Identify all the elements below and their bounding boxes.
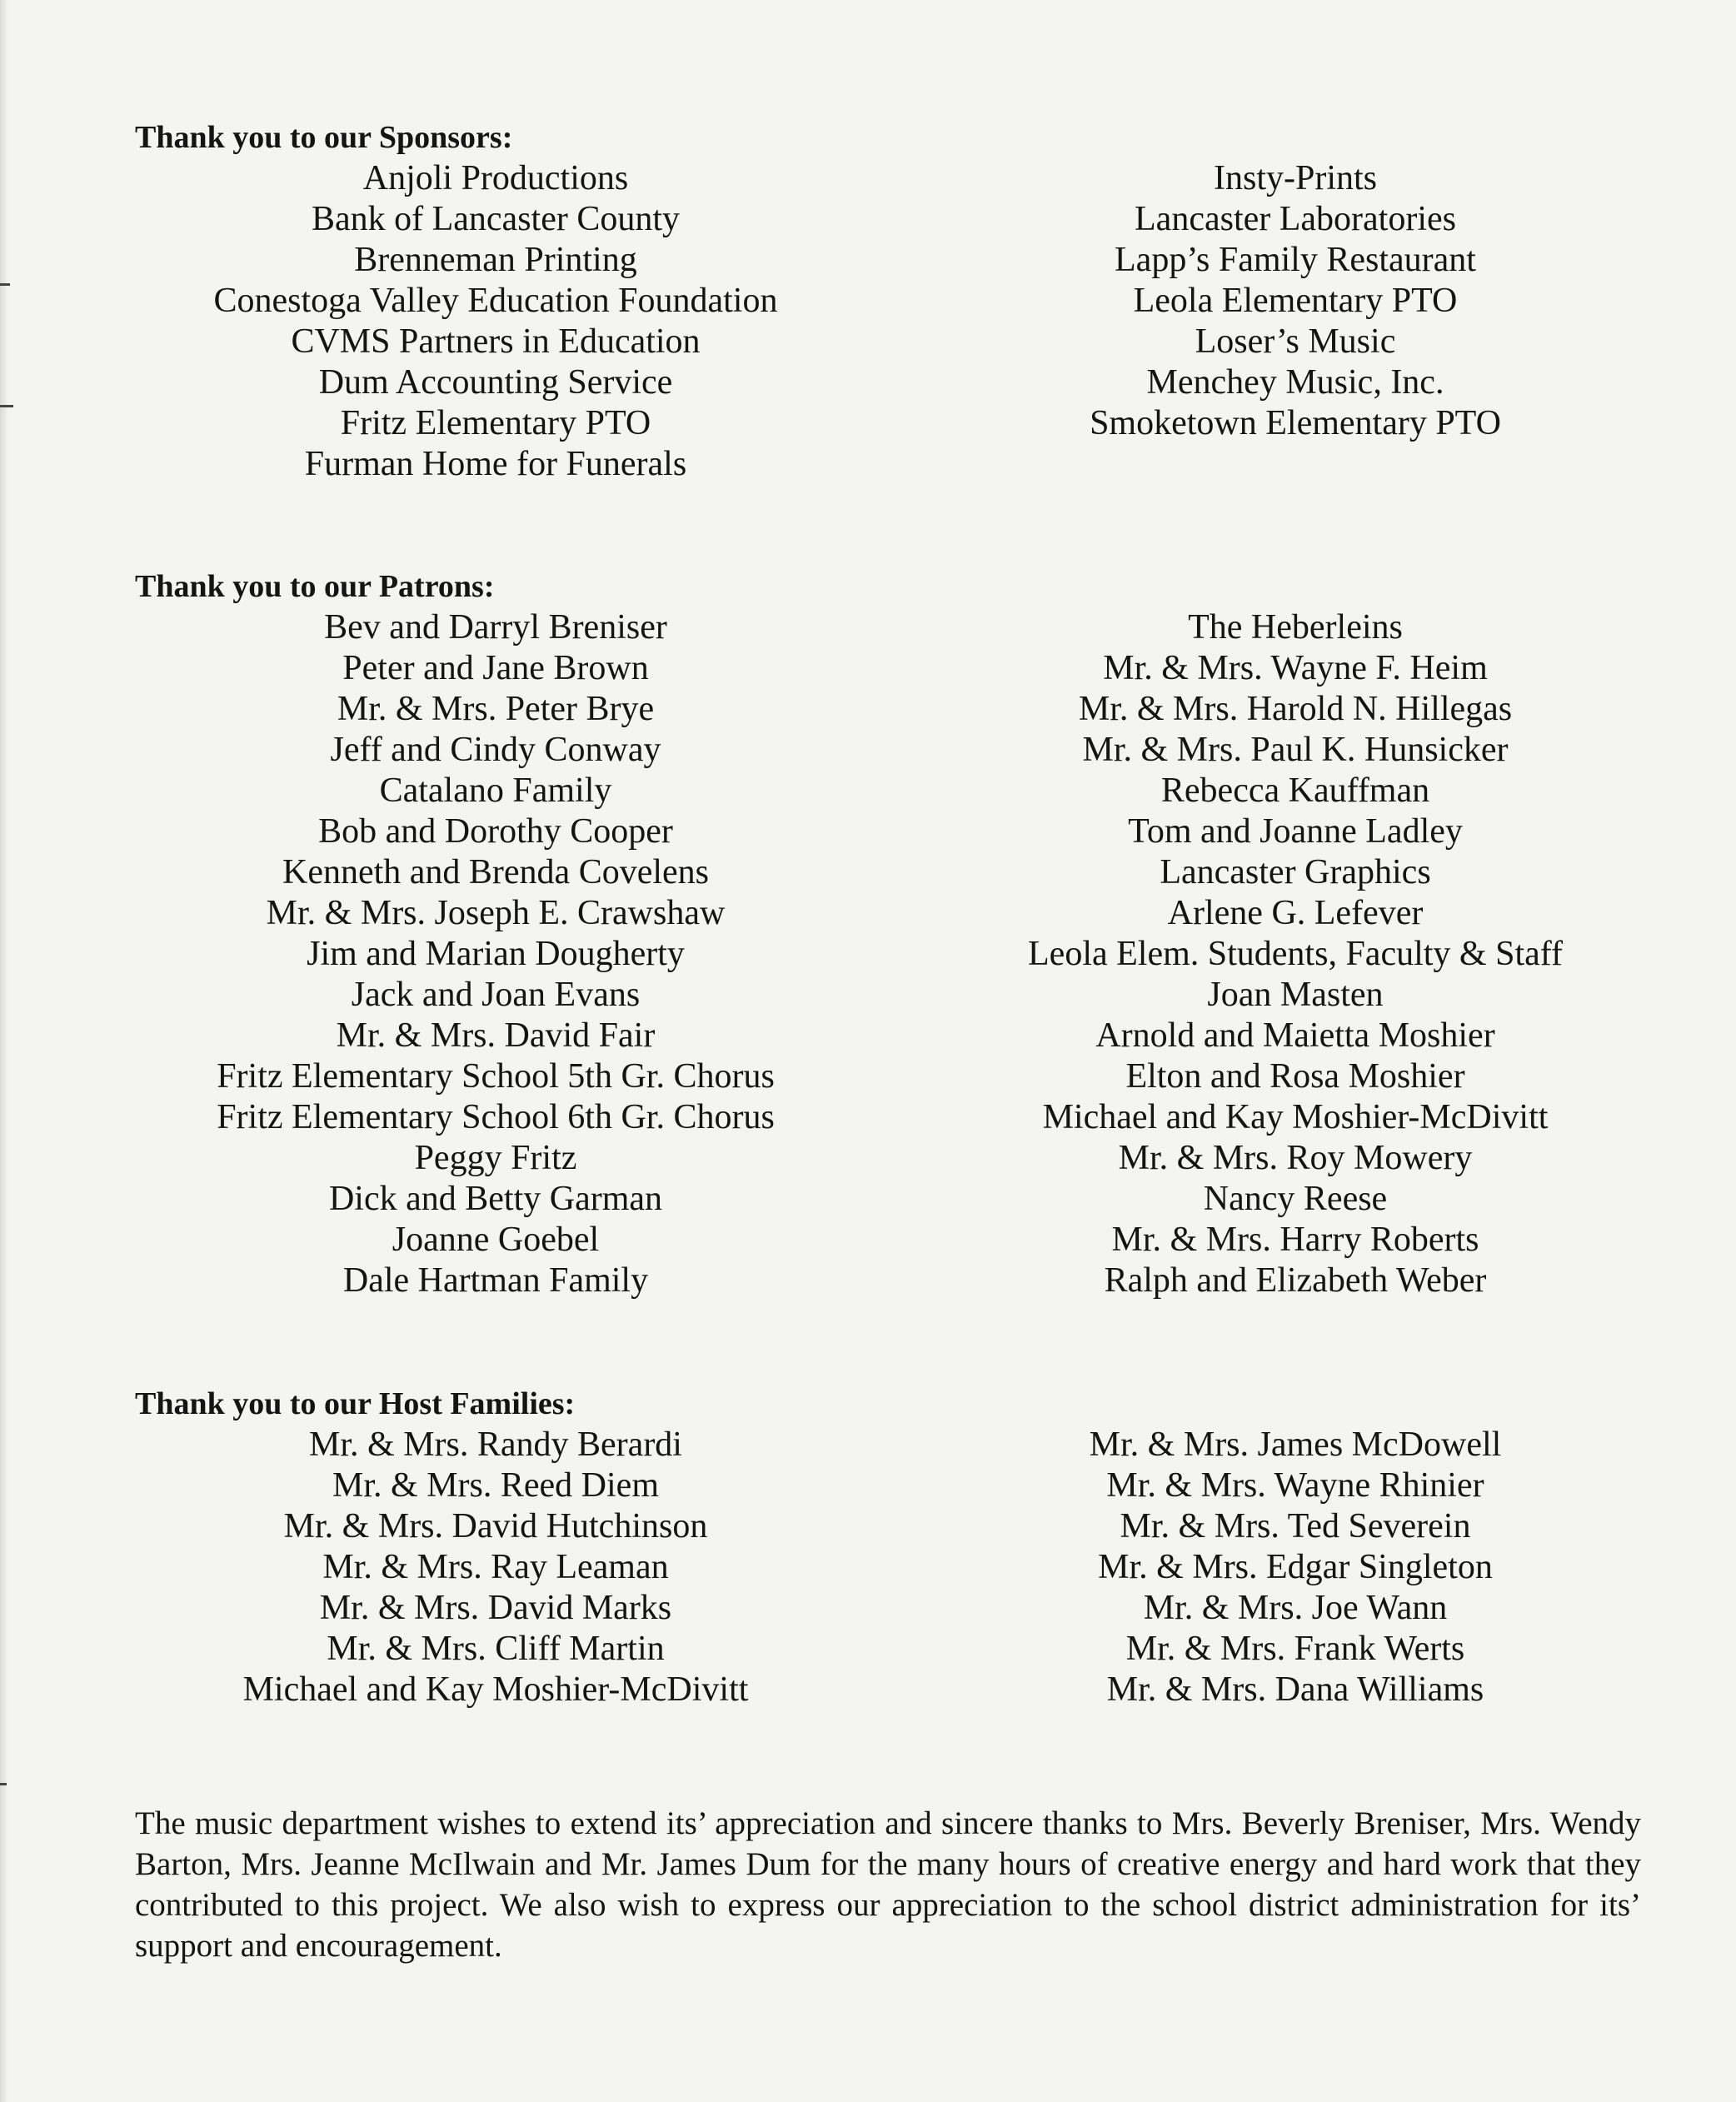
list-item: Lapp’s Family Restaurant: [1115, 241, 1476, 279]
list-item: Dick and Betty Garman: [328, 1180, 663, 1218]
list-item: Mr. & Mrs. Cliff Martin: [327, 1630, 665, 1668]
list-item: Mr. & Mrs. Roy Mowery: [1118, 1139, 1473, 1177]
list-item: Insty-Prints: [1213, 159, 1377, 197]
list-item: Brenneman Printing: [354, 241, 637, 279]
list-item: Elton and Rosa Moshier: [1125, 1057, 1465, 1096]
list-item: Mr. & Mrs. James McDowell: [1089, 1425, 1502, 1464]
list-item: Joan Masten: [1207, 976, 1384, 1014]
list-item: Bev and Darryl Breniser: [324, 608, 667, 647]
list-item: Kenneth and Brenda Covelens: [282, 853, 710, 891]
list-item: Mr. & Mrs. Edgar Singleton: [1098, 1548, 1493, 1586]
binding-mark: [0, 1783, 7, 1785]
list-item: Bank of Lancaster County: [311, 200, 681, 238]
sponsors-heading: Thank you to our Sponsors:: [135, 120, 513, 155]
list-item: Jim and Marian Dougherty: [307, 935, 685, 973]
binding-edge: [0, 0, 8, 2102]
binding-mark: [0, 405, 13, 407]
host-families-heading: Thank you to our Host Families:: [135, 1386, 576, 1421]
list-item: Dale Hartman Family: [342, 1261, 649, 1300]
list-item: Mr. & Mrs. Wayne F. Heim: [1103, 649, 1488, 687]
list-item: Fritz Elementary School 6th Gr. Chorus: [217, 1098, 775, 1136]
patrons-heading: Thank you to our Patrons:: [135, 569, 495, 604]
host-families-right-list: [908, 1425, 1683, 1710]
list-item: Furman Home for Funerals: [304, 445, 687, 483]
list-item: Menchey Music, Inc.: [1146, 363, 1444, 402]
host-families-left-list: [133, 1425, 858, 1710]
list-item: Arlene G. Lefever: [1167, 894, 1424, 932]
list-item: Mr. & Mrs. Joseph E. Crawshaw: [266, 894, 726, 932]
closing-paragraph: The music department wishes to extend its’ appreciation and sincere thanks to Mrs. Beverly Breniser, Mrs. Wendy Barton, Mrs. Jeanne McIlwain and Mr. James Dum for the many hours of creative energy and hard work that they contributed to this project. We also wish to express our appreciation to the school district administration for its’ support and encouragement.: [135, 1805, 1641, 1964]
list-item: Michael and Kay Moshier-McDivitt: [1042, 1098, 1549, 1136]
list-item: Tom and Joanne Ladley: [1128, 812, 1463, 851]
list-item: Leola Elem. Students, Faculty & Staff: [1028, 935, 1563, 973]
list-item: Dum Accounting Service: [318, 363, 673, 402]
list-item: Mr. & Mrs. David Fair: [336, 1016, 656, 1055]
list-item: Mr. & Mrs. Paul K. Hunsicker: [1082, 731, 1509, 769]
list-item: Arnold and Maietta Moshier: [1095, 1016, 1495, 1055]
list-item: Fritz Elementary PTO: [340, 404, 651, 442]
sponsors-left-list: [133, 158, 858, 485]
list-item: Mr. & Mrs. Wayne Rhinier: [1106, 1466, 1484, 1505]
list-item: Catalano Family: [379, 771, 612, 810]
list-item: Leola Elementary PTO: [1133, 282, 1458, 320]
list-item: Joanne Goebel: [392, 1221, 600, 1259]
list-item: Bob and Dorothy Cooper: [318, 812, 673, 851]
patrons-right-list: [908, 607, 1683, 1301]
list-item: Mr. & Mrs. Harry Roberts: [1111, 1221, 1479, 1259]
list-item: Mr. & Mrs. Ted Severein: [1120, 1507, 1471, 1545]
list-item: Ralph and Elizabeth Weber: [1104, 1261, 1487, 1300]
list-item: Mr. & Mrs. David Hutchinson: [283, 1507, 708, 1545]
list-item: Michael and Kay Moshier-McDivitt: [242, 1670, 749, 1709]
list-item: Rebecca Kauffman: [1160, 771, 1430, 810]
binding-mark: [0, 283, 10, 286]
list-item: Mr. & Mrs. Frank Werts: [1125, 1630, 1465, 1668]
list-item: Jack and Joan Evans: [351, 976, 641, 1014]
list-item: CVMS Partners in Education: [291, 322, 701, 361]
list-item: Mr. & Mrs. Harold N. Hillegas: [1078, 690, 1513, 728]
list-item: Lancaster Laboratories: [1135, 200, 1456, 238]
list-item: Jeff and Cindy Conway: [330, 731, 661, 769]
list-item: Lancaster Graphics: [1160, 853, 1431, 891]
sponsors-right-list: [908, 158, 1683, 444]
list-item: Mr. & Mrs. Joe Wann: [1143, 1589, 1448, 1627]
list-item: The Heberleins: [1188, 608, 1403, 647]
list-item: Mr. & Mrs. David Marks: [319, 1589, 672, 1627]
list-item: Fritz Elementary School 5th Gr. Chorus: [217, 1057, 775, 1096]
list-item: Anjoli Productions: [362, 159, 629, 197]
list-item: Loser’s Music: [1195, 322, 1396, 361]
list-item: Mr. & Mrs. Ray Leaman: [322, 1548, 669, 1586]
list-item: Mr. & Mrs. Randy Berardi: [309, 1425, 682, 1464]
patrons-left-list: [133, 607, 858, 1301]
list-item: Peggy Fritz: [414, 1139, 577, 1177]
list-item: Mr. & Mrs. Dana Williams: [1106, 1670, 1484, 1709]
list-item: Smoketown Elementary PTO: [1090, 404, 1501, 442]
list-item: Mr. & Mrs. Peter Brye: [337, 690, 655, 728]
list-item: Conestoga Valley Education Foundation: [213, 282, 778, 320]
list-item: Mr. & Mrs. Reed Diem: [332, 1466, 659, 1505]
list-item: Nancy Reese: [1203, 1180, 1388, 1218]
list-item: Peter and Jane Brown: [342, 649, 649, 687]
